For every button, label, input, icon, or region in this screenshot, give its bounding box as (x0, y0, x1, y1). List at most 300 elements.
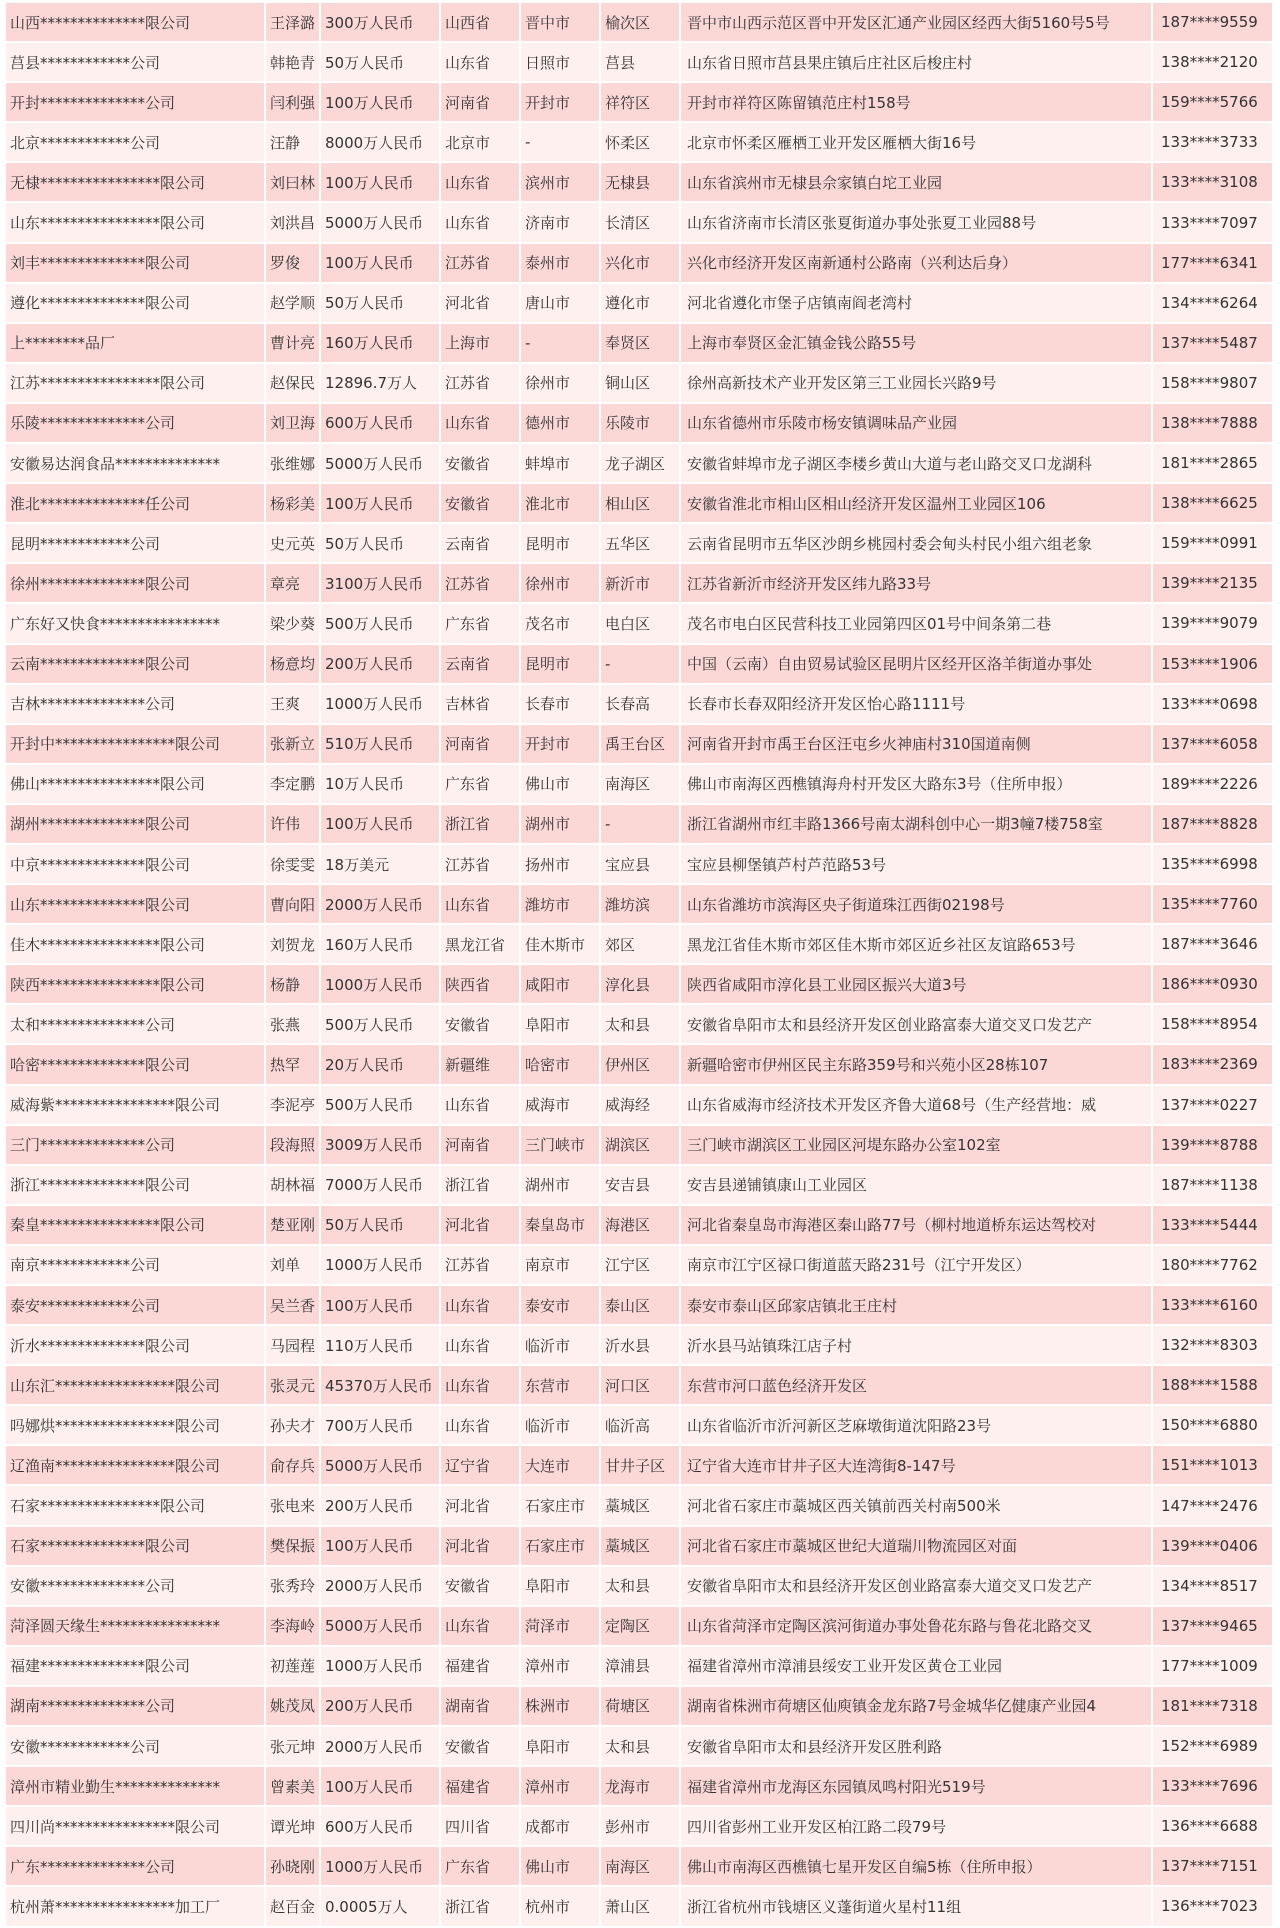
legal-person-cell[interactable]: 李定鹏 (266, 765, 321, 805)
province-cell[interactable]: 辽宁省 (441, 1446, 521, 1486)
address-cell[interactable]: 北京市怀柔区雁栖工业开发区雁栖大街16号 (681, 123, 1153, 163)
company-cell[interactable]: 漳州市精业勤生************** (6, 1767, 266, 1807)
province-cell[interactable]: 山东省 (441, 203, 521, 243)
legal-person-cell[interactable]: 章亮 (266, 564, 321, 604)
table-row[interactable] (6, 1647, 1274, 1687)
city-cell[interactable]: 德州市 (521, 404, 601, 444)
phone-cell[interactable]: 137****9465 (1153, 1607, 1274, 1647)
district-cell[interactable]: 威海经 (601, 1086, 681, 1126)
address-cell[interactable]: 云南省昆明市五华区沙朗乡桃园村委会甸头村民小组六组老象 (681, 524, 1153, 564)
registered-capital-cell[interactable]: 12896.7万人 (321, 364, 441, 404)
table-row[interactable] (6, 1687, 1274, 1727)
address-cell[interactable]: 湖南省株洲市荷塘区仙庾镇金龙东路7号金城华亿健康产业园4 (681, 1687, 1153, 1727)
province-cell[interactable]: 河北省 (441, 284, 521, 324)
city-cell[interactable]: 秦皇岛市 (521, 1206, 601, 1246)
phone-cell[interactable]: 150****6880 (1153, 1406, 1274, 1446)
district-cell[interactable]: 漳浦县 (601, 1647, 681, 1687)
table-row[interactable] (6, 1486, 1274, 1526)
province-cell[interactable]: 江苏省 (441, 364, 521, 404)
district-cell[interactable]: 宝应县 (601, 845, 681, 885)
company-cell[interactable]: 安徽**************公司 (6, 1567, 266, 1607)
company-cell[interactable]: 沂水**************限公司 (6, 1326, 266, 1366)
table-row[interactable] (6, 364, 1274, 404)
city-cell[interactable]: 哈密市 (521, 1045, 601, 1085)
address-cell[interactable]: 浙江省湖州市红丰路1366号南太湖科创中心一期3幢7楼758室 (681, 805, 1153, 845)
city-cell[interactable]: 株洲市 (521, 1687, 601, 1727)
city-cell[interactable]: 阜阳市 (521, 1567, 601, 1607)
city-cell[interactable]: 佛山市 (521, 765, 601, 805)
city-cell[interactable]: 唐山市 (521, 284, 601, 324)
city-cell[interactable]: 济南市 (521, 203, 601, 243)
district-cell[interactable]: 荷塘区 (601, 1687, 681, 1727)
registered-capital-cell[interactable]: 110万人民币 (321, 1326, 441, 1366)
registered-capital-cell[interactable]: 1000万人民币 (321, 1246, 441, 1286)
address-cell[interactable]: 安徽省阜阳市太和县经济开发区胜利路 (681, 1727, 1153, 1767)
province-cell[interactable]: 山东省 (441, 1366, 521, 1406)
legal-person-cell[interactable]: 赵百金 (266, 1887, 321, 1927)
city-cell[interactable]: 湖州市 (521, 1166, 601, 1206)
registered-capital-cell[interactable]: 7000万人民币 (321, 1166, 441, 1206)
district-cell[interactable]: 榆次区 (601, 3, 681, 43)
address-cell[interactable]: 茂名市电白区民营科技工业园第四区01号中间条第二巷 (681, 604, 1153, 644)
province-cell[interactable]: 山东省 (441, 404, 521, 444)
registered-capital-cell[interactable]: 1000万人民币 (321, 1847, 441, 1887)
province-cell[interactable]: 江苏省 (441, 1246, 521, 1286)
address-cell[interactable]: 佛山市南海区西樵镇七星开发区自编5栋（住所申报） (681, 1847, 1153, 1887)
legal-person-cell[interactable]: 马园程 (266, 1326, 321, 1366)
table-row[interactable] (6, 1045, 1274, 1085)
registered-capital-cell[interactable]: 100万人民币 (321, 484, 441, 524)
legal-person-cell[interactable]: 楚亚刚 (266, 1206, 321, 1246)
legal-person-cell[interactable]: 王泽潞 (266, 3, 321, 43)
company-cell[interactable]: 山东汇****************限公司 (6, 1366, 266, 1406)
district-cell[interactable]: 南海区 (601, 765, 681, 805)
province-cell[interactable]: 山东省 (441, 1326, 521, 1366)
registered-capital-cell[interactable]: 1000万人民币 (321, 965, 441, 1005)
address-cell[interactable]: 陕西省咸阳市淳化县工业园区振兴大道3号 (681, 965, 1153, 1005)
phone-cell[interactable]: 137****7151 (1153, 1847, 1274, 1887)
district-cell[interactable]: 藁城区 (601, 1527, 681, 1567)
phone-cell[interactable]: 189****2226 (1153, 765, 1274, 805)
registered-capital-cell[interactable]: 8000万人民币 (321, 123, 441, 163)
table-row[interactable] (6, 1086, 1274, 1126)
registered-capital-cell[interactable]: 160万人民币 (321, 925, 441, 965)
table-row[interactable] (6, 765, 1274, 805)
phone-cell[interactable]: 135****6998 (1153, 845, 1274, 885)
table-row[interactable] (6, 1847, 1274, 1887)
table-row[interactable] (6, 203, 1274, 243)
company-cell[interactable]: 遵化**************限公司 (6, 284, 266, 324)
province-cell[interactable]: 山东省 (441, 43, 521, 83)
province-cell[interactable]: 新疆维 (441, 1045, 521, 1085)
company-cell[interactable]: 三门**************公司 (6, 1126, 266, 1166)
legal-person-cell[interactable]: 张维娜 (266, 444, 321, 484)
table-row[interactable] (6, 564, 1274, 604)
city-cell[interactable]: 石家庄市 (521, 1486, 601, 1526)
company-cell[interactable]: 石家****************限公司 (6, 1486, 266, 1526)
legal-person-cell[interactable]: 徐雯雯 (266, 845, 321, 885)
phone-cell[interactable]: 135****7760 (1153, 885, 1274, 925)
legal-person-cell[interactable]: 孙夫才 (266, 1406, 321, 1446)
company-cell[interactable]: 哈密**************限公司 (6, 1045, 266, 1085)
registered-capital-cell[interactable]: 50万人民币 (321, 43, 441, 83)
legal-person-cell[interactable]: 李海岭 (266, 1607, 321, 1647)
phone-cell[interactable]: 180****7762 (1153, 1246, 1274, 1286)
table-row[interactable] (6, 1326, 1274, 1366)
address-cell[interactable]: 福建省漳州市漳浦县绥安工业开发区黄仓工业园 (681, 1647, 1153, 1687)
province-cell[interactable]: 江苏省 (441, 244, 521, 284)
table-row[interactable] (6, 43, 1274, 83)
address-cell[interactable]: 河北省秦皇岛市海港区秦山路77号（柳村地道桥东运达驾校对 (681, 1206, 1153, 1246)
district-cell[interactable]: 太和县 (601, 1727, 681, 1767)
registered-capital-cell[interactable]: 100万人民币 (321, 83, 441, 123)
district-cell[interactable]: 江宁区 (601, 1246, 681, 1286)
district-cell[interactable]: 海港区 (601, 1206, 681, 1246)
district-cell[interactable]: 定陶区 (601, 1607, 681, 1647)
company-cell[interactable]: 安徽************公司 (6, 1727, 266, 1767)
company-cell[interactable]: 南京************公司 (6, 1246, 266, 1286)
district-cell[interactable]: 太和县 (601, 1567, 681, 1607)
province-cell[interactable]: 浙江省 (441, 1887, 521, 1927)
registered-capital-cell[interactable]: 100万人民币 (321, 1286, 441, 1326)
legal-person-cell[interactable]: 俞存兵 (266, 1446, 321, 1486)
city-cell[interactable]: 昆明市 (521, 645, 601, 685)
city-cell[interactable]: 徐州市 (521, 564, 601, 604)
legal-person-cell[interactable]: 樊保振 (266, 1527, 321, 1567)
company-cell[interactable]: 太和**************公司 (6, 1005, 266, 1045)
city-cell[interactable]: 晋中市 (521, 3, 601, 43)
province-cell[interactable]: 广东省 (441, 1847, 521, 1887)
city-cell[interactable]: 开封市 (521, 725, 601, 765)
city-cell[interactable]: 东营市 (521, 1366, 601, 1406)
city-cell[interactable]: 泰安市 (521, 1286, 601, 1326)
legal-person-cell[interactable]: 李泥亭 (266, 1086, 321, 1126)
table-row[interactable] (6, 1607, 1274, 1647)
phone-cell[interactable]: 181****7318 (1153, 1687, 1274, 1727)
address-cell[interactable]: 三门峡市湖滨区工业园区河堤东路办公室102室 (681, 1126, 1153, 1166)
table-row[interactable] (6, 645, 1274, 685)
province-cell[interactable]: 云南省 (441, 524, 521, 564)
table-row[interactable] (6, 1206, 1274, 1246)
company-cell[interactable]: 浙江**************限公司 (6, 1166, 266, 1206)
city-cell[interactable]: 滨州市 (521, 163, 601, 203)
company-cell[interactable]: 四川尚****************限公司 (6, 1807, 266, 1847)
company-cell[interactable]: 秦皇****************限公司 (6, 1206, 266, 1246)
district-cell[interactable]: 铜山区 (601, 364, 681, 404)
province-cell[interactable]: 河北省 (441, 1486, 521, 1526)
registered-capital-cell[interactable]: 1000万人民币 (321, 1647, 441, 1687)
registered-capital-cell[interactable]: 3009万人民币 (321, 1126, 441, 1166)
registered-capital-cell[interactable]: 200万人民币 (321, 1687, 441, 1727)
address-cell[interactable]: 开封市祥符区陈留镇范庄村158号 (681, 83, 1153, 123)
table-row[interactable] (6, 284, 1274, 324)
phone-cell[interactable]: 136****6688 (1153, 1807, 1274, 1847)
phone-cell[interactable]: 133****6160 (1153, 1286, 1274, 1326)
phone-cell[interactable]: 187****3646 (1153, 925, 1274, 965)
registered-capital-cell[interactable]: 18万美元 (321, 845, 441, 885)
city-cell[interactable]: 茂名市 (521, 604, 601, 644)
registered-capital-cell[interactable]: 100万人民币 (321, 163, 441, 203)
province-cell[interactable]: 广东省 (441, 604, 521, 644)
company-cell[interactable]: 菏泽圆天缘生**************** (6, 1607, 266, 1647)
address-cell[interactable]: 山东省济南市长清区张夏街道办事处张夏工业园88号 (681, 203, 1153, 243)
table-row[interactable] (6, 404, 1274, 444)
city-cell[interactable]: - (521, 324, 601, 364)
phone-cell[interactable]: 134****6264 (1153, 284, 1274, 324)
table-row[interactable] (6, 324, 1274, 364)
city-cell[interactable]: 长春市 (521, 685, 601, 725)
district-cell[interactable]: 相山区 (601, 484, 681, 524)
phone-cell[interactable]: 138****7888 (1153, 404, 1274, 444)
legal-person-cell[interactable]: 孙晓刚 (266, 1847, 321, 1887)
legal-person-cell[interactable]: 姚茂凤 (266, 1687, 321, 1727)
registered-capital-cell[interactable]: 510万人民币 (321, 725, 441, 765)
phone-cell[interactable]: 139****0406 (1153, 1527, 1274, 1567)
district-cell[interactable]: 河口区 (601, 1366, 681, 1406)
city-cell[interactable]: 泰州市 (521, 244, 601, 284)
address-cell[interactable]: 安徽省阜阳市太和县经济开发区创业路富泰大道交叉口发艺产 (681, 1567, 1153, 1607)
address-cell[interactable]: 上海市奉贤区金汇镇金钱公路55号 (681, 324, 1153, 364)
address-cell[interactable]: 中国（云南）自由贸易试验区昆明片区经开区洛羊街道办事处 (681, 645, 1153, 685)
address-cell[interactable]: 沂水县马站镇珠江店子村 (681, 1326, 1153, 1366)
company-cell[interactable]: 湖南**************公司 (6, 1687, 266, 1727)
address-cell[interactable]: 山东省德州市乐陵市杨安镇调味品产业园 (681, 404, 1153, 444)
legal-person-cell[interactable]: 罗俊 (266, 244, 321, 284)
address-cell[interactable]: 河北省遵化市堡子店镇南阎老湾村 (681, 284, 1153, 324)
address-cell[interactable]: 佛山市南海区西樵镇海舟村开发区大路东3号（住所申报） (681, 765, 1153, 805)
province-cell[interactable]: 山东省 (441, 1406, 521, 1446)
phone-cell[interactable]: 133****0698 (1153, 685, 1274, 725)
district-cell[interactable]: 莒县 (601, 43, 681, 83)
city-cell[interactable]: 徐州市 (521, 364, 601, 404)
address-cell[interactable]: 黑龙江省佳木斯市郊区佳木斯市郊区近乡社区友谊路653号 (681, 925, 1153, 965)
company-cell[interactable]: 湖州**************限公司 (6, 805, 266, 845)
table-row[interactable] (6, 925, 1274, 965)
phone-cell[interactable]: 136****7023 (1153, 1887, 1274, 1927)
province-cell[interactable]: 山西省 (441, 3, 521, 43)
registered-capital-cell[interactable]: 500万人民币 (321, 1005, 441, 1045)
table-row[interactable] (6, 163, 1274, 203)
registered-capital-cell[interactable]: 2000万人民币 (321, 1727, 441, 1767)
table-row[interactable] (6, 1567, 1274, 1607)
phone-cell[interactable]: 158****8954 (1153, 1005, 1274, 1045)
province-cell[interactable]: 四川省 (441, 1807, 521, 1847)
province-cell[interactable]: 吉林省 (441, 685, 521, 725)
province-cell[interactable]: 安徽省 (441, 484, 521, 524)
phone-cell[interactable]: 159****0991 (1153, 524, 1274, 564)
phone-cell[interactable]: 187****8828 (1153, 805, 1274, 845)
legal-person-cell[interactable]: 汪静 (266, 123, 321, 163)
district-cell[interactable]: 萧山区 (601, 1887, 681, 1927)
phone-cell[interactable]: 183****2369 (1153, 1045, 1274, 1085)
legal-person-cell[interactable]: 谭光坤 (266, 1807, 321, 1847)
company-cell[interactable]: 北京************公司 (6, 123, 266, 163)
address-cell[interactable]: 福建省漳州市龙海区东园镇凤鸣村阳光519号 (681, 1767, 1153, 1807)
company-cell[interactable]: 云南**************限公司 (6, 645, 266, 685)
legal-person-cell[interactable]: 赵学顺 (266, 284, 321, 324)
registered-capital-cell[interactable]: 160万人民币 (321, 324, 441, 364)
city-cell[interactable]: 淮北市 (521, 484, 601, 524)
district-cell[interactable]: 郊区 (601, 925, 681, 965)
city-cell[interactable]: 杭州市 (521, 1887, 601, 1927)
company-cell[interactable]: 中京**************限公司 (6, 845, 266, 885)
registered-capital-cell[interactable]: 50万人民币 (321, 1206, 441, 1246)
company-cell[interactable]: 威海紫****************限公司 (6, 1086, 266, 1126)
address-cell[interactable]: 长春市长春双阳经济开发区怡心路1111号 (681, 685, 1153, 725)
province-cell[interactable]: 福建省 (441, 1767, 521, 1807)
city-cell[interactable]: 咸阳市 (521, 965, 601, 1005)
company-cell[interactable]: 上********品厂 (6, 324, 266, 364)
phone-cell[interactable]: 134****8517 (1153, 1567, 1274, 1607)
phone-cell[interactable]: 153****1906 (1153, 645, 1274, 685)
province-cell[interactable]: 河北省 (441, 1527, 521, 1567)
table-row[interactable] (6, 484, 1274, 524)
legal-person-cell[interactable]: 刘单 (266, 1246, 321, 1286)
district-cell[interactable]: 电白区 (601, 604, 681, 644)
city-cell[interactable]: 日照市 (521, 43, 601, 83)
district-cell[interactable]: 无棣县 (601, 163, 681, 203)
registered-capital-cell[interactable]: 50万人民币 (321, 524, 441, 564)
legal-person-cell[interactable]: 张灵元 (266, 1366, 321, 1406)
city-cell[interactable]: 湖州市 (521, 805, 601, 845)
registered-capital-cell[interactable]: 5000万人民币 (321, 1607, 441, 1647)
district-cell[interactable]: 藁城区 (601, 1486, 681, 1526)
address-cell[interactable]: 辽宁省大连市甘井子区大连湾街8-147号 (681, 1446, 1153, 1486)
phone-cell[interactable]: 132****8303 (1153, 1326, 1274, 1366)
city-cell[interactable]: 佳木斯市 (521, 925, 601, 965)
province-cell[interactable]: 山东省 (441, 885, 521, 925)
table-row[interactable] (6, 1727, 1274, 1767)
registered-capital-cell[interactable]: 20万人民币 (321, 1045, 441, 1085)
table-row[interactable] (6, 524, 1274, 564)
province-cell[interactable]: 浙江省 (441, 1166, 521, 1206)
company-cell[interactable]: 徐州**************限公司 (6, 564, 266, 604)
table-row[interactable] (6, 83, 1274, 123)
legal-person-cell[interactable]: 曹计亮 (266, 324, 321, 364)
city-cell[interactable]: 成都市 (521, 1807, 601, 1847)
city-cell[interactable]: 阜阳市 (521, 1005, 601, 1045)
district-cell[interactable]: 甘井子区 (601, 1446, 681, 1486)
table-row[interactable] (6, 444, 1274, 484)
table-row[interactable] (6, 1005, 1274, 1045)
phone-cell[interactable]: 151****1013 (1153, 1446, 1274, 1486)
company-cell[interactable]: 佳木****************限公司 (6, 925, 266, 965)
table-row[interactable] (6, 244, 1274, 284)
table-row[interactable] (6, 1527, 1274, 1567)
district-cell[interactable]: 安吉县 (601, 1166, 681, 1206)
province-cell[interactable]: 湖南省 (441, 1687, 521, 1727)
registered-capital-cell[interactable]: 500万人民币 (321, 1086, 441, 1126)
legal-person-cell[interactable]: 王爽 (266, 685, 321, 725)
legal-person-cell[interactable]: 杨静 (266, 965, 321, 1005)
province-cell[interactable]: 云南省 (441, 645, 521, 685)
phone-cell[interactable]: 133****5444 (1153, 1206, 1274, 1246)
company-cell[interactable]: 吗娜烘****************限公司 (6, 1406, 266, 1446)
district-cell[interactable]: 沂水县 (601, 1326, 681, 1366)
phone-cell[interactable]: 188****1588 (1153, 1366, 1274, 1406)
table-row[interactable] (6, 805, 1274, 845)
registered-capital-cell[interactable]: 600万人民币 (321, 404, 441, 444)
registered-capital-cell[interactable]: 100万人民币 (321, 1527, 441, 1567)
province-cell[interactable]: 河南省 (441, 1126, 521, 1166)
address-cell[interactable]: 晋中市山西示范区晋中开发区汇通产业园区经西大街5160号5号 (681, 3, 1153, 43)
registered-capital-cell[interactable]: 600万人民币 (321, 1807, 441, 1847)
company-cell[interactable]: 福建**************限公司 (6, 1647, 266, 1687)
phone-cell[interactable]: 159****5766 (1153, 83, 1274, 123)
legal-person-cell[interactable]: 胡林福 (266, 1166, 321, 1206)
address-cell[interactable]: 四川省彭州工业开发区柏江路二段79号 (681, 1807, 1153, 1847)
registered-capital-cell[interactable]: 5000万人民币 (321, 1446, 441, 1486)
address-cell[interactable]: 泰安市泰山区邱家店镇北王庄村 (681, 1286, 1153, 1326)
city-cell[interactable]: 扬州市 (521, 845, 601, 885)
table-row[interactable] (6, 1406, 1274, 1446)
province-cell[interactable]: 上海市 (441, 324, 521, 364)
legal-person-cell[interactable]: 刘卫海 (266, 404, 321, 444)
registered-capital-cell[interactable]: 200万人民币 (321, 1486, 441, 1526)
district-cell[interactable]: - (601, 805, 681, 845)
company-cell[interactable]: 刘丰**************限公司 (6, 244, 266, 284)
city-cell[interactable]: 蚌埠市 (521, 444, 601, 484)
legal-person-cell[interactable]: 杨彩美 (266, 484, 321, 524)
city-cell[interactable]: 临沂市 (521, 1406, 601, 1446)
district-cell[interactable]: 泰山区 (601, 1286, 681, 1326)
table-row[interactable] (6, 1807, 1274, 1847)
legal-person-cell[interactable]: 张电来 (266, 1486, 321, 1526)
company-cell[interactable]: 开封中****************限公司 (6, 725, 266, 765)
phone-cell[interactable]: 133****7696 (1153, 1767, 1274, 1807)
province-cell[interactable]: 江苏省 (441, 845, 521, 885)
province-cell[interactable]: 山东省 (441, 163, 521, 203)
table-row[interactable] (6, 1366, 1274, 1406)
phone-cell[interactable]: 177****6341 (1153, 244, 1274, 284)
phone-cell[interactable]: 187****1138 (1153, 1166, 1274, 1206)
phone-cell[interactable]: 139****8788 (1153, 1126, 1274, 1166)
legal-person-cell[interactable]: 刘曰林 (266, 163, 321, 203)
company-cell[interactable]: 开封**************公司 (6, 83, 266, 123)
registered-capital-cell[interactable]: 1000万人民币 (321, 685, 441, 725)
phone-cell[interactable]: 133****7097 (1153, 203, 1274, 243)
address-cell[interactable]: 安徽省阜阳市太和县经济开发区创业路富泰大道交叉口发艺产 (681, 1005, 1153, 1045)
address-cell[interactable]: 东营市河口蓝色经济开发区 (681, 1366, 1153, 1406)
province-cell[interactable]: 山东省 (441, 1086, 521, 1126)
province-cell[interactable]: 广东省 (441, 765, 521, 805)
address-cell[interactable]: 河北省石家庄市藁城区世纪大道瑞川物流园区对面 (681, 1527, 1153, 1567)
address-cell[interactable]: 浙江省杭州市钱塘区义蓬街道火星村11组 (681, 1887, 1153, 1927)
province-cell[interactable]: 安徽省 (441, 444, 521, 484)
district-cell[interactable]: 龙海市 (601, 1767, 681, 1807)
table-row[interactable] (6, 965, 1274, 1005)
address-cell[interactable]: 山东省滨州市无棣县佘家镇白坨工业园 (681, 163, 1153, 203)
city-cell[interactable]: 威海市 (521, 1086, 601, 1126)
address-cell[interactable]: 山东省临沂市沂河新区芝麻墩街道沈阳路23号 (681, 1406, 1153, 1446)
legal-person-cell[interactable]: 史元英 (266, 524, 321, 564)
phone-cell[interactable]: 133****3108 (1153, 163, 1274, 203)
phone-cell[interactable]: 138****6625 (1153, 484, 1274, 524)
province-cell[interactable]: 山东省 (441, 1286, 521, 1326)
district-cell[interactable]: 湖滨区 (601, 1126, 681, 1166)
phone-cell[interactable]: 158****9807 (1153, 364, 1274, 404)
legal-person-cell[interactable]: 刘贺龙 (266, 925, 321, 965)
province-cell[interactable]: 河南省 (441, 725, 521, 765)
province-cell[interactable]: 安徽省 (441, 1567, 521, 1607)
district-cell[interactable]: 潍坊滨 (601, 885, 681, 925)
district-cell[interactable]: 奉贤区 (601, 324, 681, 364)
city-cell[interactable]: 潍坊市 (521, 885, 601, 925)
district-cell[interactable]: - (601, 645, 681, 685)
legal-person-cell[interactable]: 刘洪昌 (266, 203, 321, 243)
company-cell[interactable]: 泰安************公司 (6, 1286, 266, 1326)
company-cell[interactable]: 昆明************公司 (6, 524, 266, 564)
